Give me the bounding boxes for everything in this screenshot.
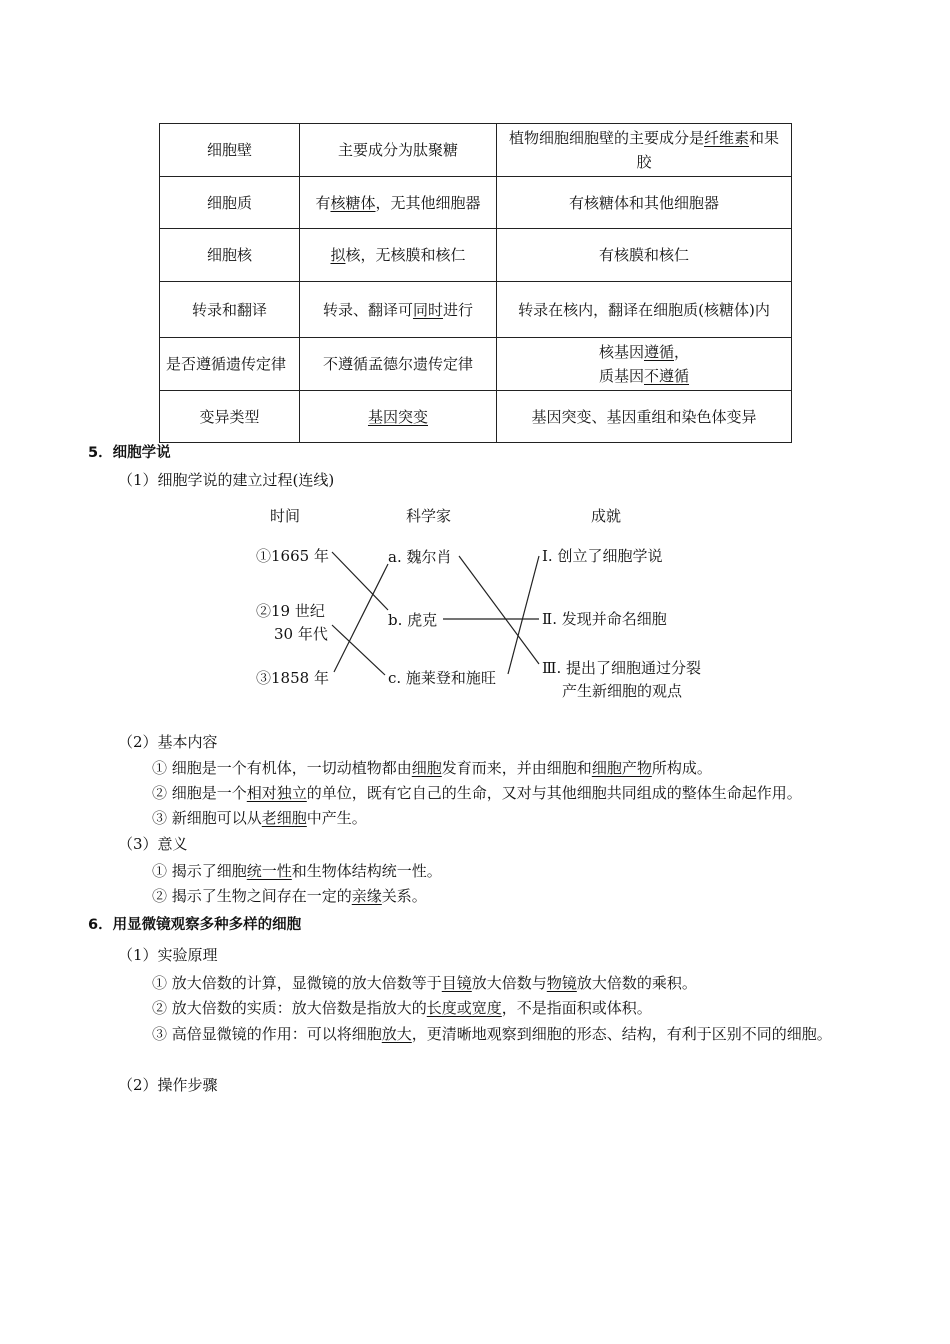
underlined-answer: 目镜	[441, 974, 472, 992]
underlined-answer: 基因突变	[367, 407, 428, 426]
text-run: ① 揭示了细胞	[152, 862, 247, 880]
text-run: 有核糖体和其他细胞器	[568, 193, 719, 212]
principle-point-1	[152, 973, 697, 993]
significance-point-1	[152, 861, 442, 881]
content-point-1	[152, 758, 712, 778]
text-run: ② 放大倍数的实质：放大倍数是指放大的	[152, 999, 427, 1017]
text-run: 和生物体结构统一性。	[291, 862, 442, 880]
time-1858: ③1858 年	[256, 669, 329, 687]
row-label: 细胞壁	[160, 124, 300, 177]
significance-point-2	[152, 886, 427, 906]
text-run: 所构成。	[651, 759, 712, 777]
achievement-2: Ⅱ. 发现并命名细胞	[542, 610, 667, 628]
row-label: 变异类型	[160, 391, 300, 443]
eukaryote-cell	[497, 282, 792, 338]
section-6-heading: 6．用显微镜观察多种多样的细胞	[88, 917, 302, 933]
eukaryote-cell	[497, 124, 792, 177]
text-run: ，	[674, 343, 690, 361]
table-row	[160, 391, 792, 443]
subheading-steps: （2）操作步骤	[118, 1076, 218, 1094]
text-run: 的单位，既有它自己的生命，又对与其他细胞共同组成的整体生命起作用。	[306, 784, 802, 802]
prokaryote-cell	[300, 177, 497, 229]
link-schleiden-achievement1	[508, 556, 539, 674]
time-1665: ①1665 年	[256, 547, 329, 565]
text-run: ② 细胞是一个	[152, 784, 247, 802]
underlined-answer: 物镜	[546, 974, 577, 992]
underlined-answer: 放大	[381, 1025, 412, 1043]
table-row	[160, 177, 792, 229]
eukaryote-cell	[497, 391, 792, 443]
eukaryote-cell	[497, 229, 792, 282]
row-label: 细胞质	[160, 177, 300, 229]
time-1830s: 30 年代	[274, 625, 328, 643]
text-run: 核基因	[598, 343, 644, 361]
text-run: 中产生。	[306, 809, 367, 827]
subheading-basic-content: （2）基本内容	[118, 733, 218, 751]
content-point-2	[152, 783, 802, 803]
link-virchow-achievement3	[459, 556, 539, 664]
text-run: 质基因	[598, 367, 644, 385]
scientist-virchow: a. 魏尔肖	[388, 548, 452, 566]
scientist-hooke: b. 虎克	[388, 611, 438, 629]
text-run: ，更清晰地观察到细胞的形态、结构，有利于区别不同的细胞。	[411, 1025, 832, 1043]
text-run: 和果胶	[636, 129, 780, 171]
achievement-3: Ⅲ. 提出了细胞通过分裂	[542, 659, 702, 677]
text-run: 植物细胞细胞壁的主要成分是	[508, 129, 704, 147]
row-label: 细胞核	[160, 229, 300, 282]
scientist-schleiden-schwann: c. 施莱登和施旺	[388, 669, 496, 687]
underlined-answer: 老细胞	[261, 809, 307, 827]
text-run: ① 放大倍数的计算，显微镜的放大倍数等于	[152, 974, 442, 992]
underlined-answer: 拟	[330, 246, 346, 264]
text-run: ③ 新细胞可以从	[152, 809, 262, 827]
time-19th-century: ②19 世纪	[256, 602, 325, 620]
text-run: 发育而来，并由细胞和	[441, 759, 592, 777]
table-row	[160, 338, 792, 391]
table-row	[160, 124, 792, 177]
text-run: 进行	[443, 300, 474, 319]
text-run: ① 细胞是一个有机体，一切动植物都由	[152, 759, 412, 777]
section-5-heading: 5．细胞学说	[88, 445, 171, 461]
header-achievement: 成就	[591, 507, 622, 525]
header-time: 时间	[270, 507, 301, 525]
underlined-answer: 细胞	[411, 759, 442, 777]
prokaryote-cell	[300, 282, 497, 338]
link-1858-virchow	[334, 564, 388, 672]
underlined-answer: 亲缘	[351, 887, 382, 905]
underlined-answer: 相对独立	[246, 784, 307, 802]
content-point-3	[152, 808, 367, 828]
underlined-answer: 同时	[412, 300, 443, 319]
underlined-answer: 统一性	[246, 862, 292, 880]
text-run: ③ 高倍显微镜的作用：可以将细胞	[152, 1025, 382, 1043]
achievement-1: Ⅰ. 创立了细胞学说	[542, 547, 663, 565]
prokaryote-cell	[300, 229, 497, 282]
underlined-answer: 细胞产物	[591, 759, 652, 777]
subheading-significance: （3）意义	[118, 835, 188, 853]
link-1830s-schleiden	[332, 625, 385, 675]
principle-point-3	[152, 1021, 872, 1047]
text-run: 转录在核内，翻译在细胞质(核糖体)内	[518, 300, 770, 319]
row-label: 是否遵循遗传定律	[160, 338, 300, 391]
text-run: 基因突变、基因重组和染色体变异	[531, 407, 757, 426]
text-run: 有核膜和核仁	[598, 246, 689, 264]
eukaryote-cell	[497, 177, 792, 229]
achievement-3-cont: 产生新细胞的观点	[562, 682, 683, 700]
underlined-answer: 纤维素	[703, 129, 749, 147]
table-row	[160, 229, 792, 282]
table-row	[160, 282, 792, 338]
prokaryote-cell	[300, 338, 497, 391]
comparison-table	[159, 123, 792, 443]
text-run: 放大倍数的乘积。	[576, 974, 697, 992]
header-scientist: 科学家	[406, 507, 452, 525]
text-run: 关系。	[381, 887, 427, 905]
subheading-principle: （1）实验原理	[118, 946, 218, 964]
text-run: 转录、翻译可	[322, 300, 413, 319]
text-run: ② 揭示了生物之间存在一定的	[152, 887, 352, 905]
prokaryote-cell	[300, 391, 497, 443]
subheading-establishment: （1）细胞学说的建立过程(连线)	[118, 471, 335, 489]
underlined-answer: 遵循	[643, 343, 674, 361]
underlined-answer: 核糖体	[330, 193, 376, 212]
underlined-answer: 长度或宽度	[426, 999, 502, 1017]
text-run: 有	[315, 193, 331, 212]
eukaryote-cell	[497, 338, 792, 391]
text-run: 主要成分为肽聚糖	[337, 141, 458, 159]
text-run: ，不是指面积或体积。	[501, 999, 652, 1017]
prokaryote-cell	[300, 124, 497, 177]
row-label: 转录和翻译	[160, 282, 300, 338]
text-run: 放大倍数与	[471, 974, 547, 992]
text-run: 核，无核膜和核仁	[345, 246, 466, 264]
underlined-answer: 不遵循	[644, 367, 690, 385]
text-run: ，无其他细胞器	[375, 193, 481, 212]
text-run: 不遵循孟德尔遗传定律	[322, 355, 473, 373]
principle-point-2	[152, 998, 652, 1018]
matching-diagram	[250, 500, 730, 700]
